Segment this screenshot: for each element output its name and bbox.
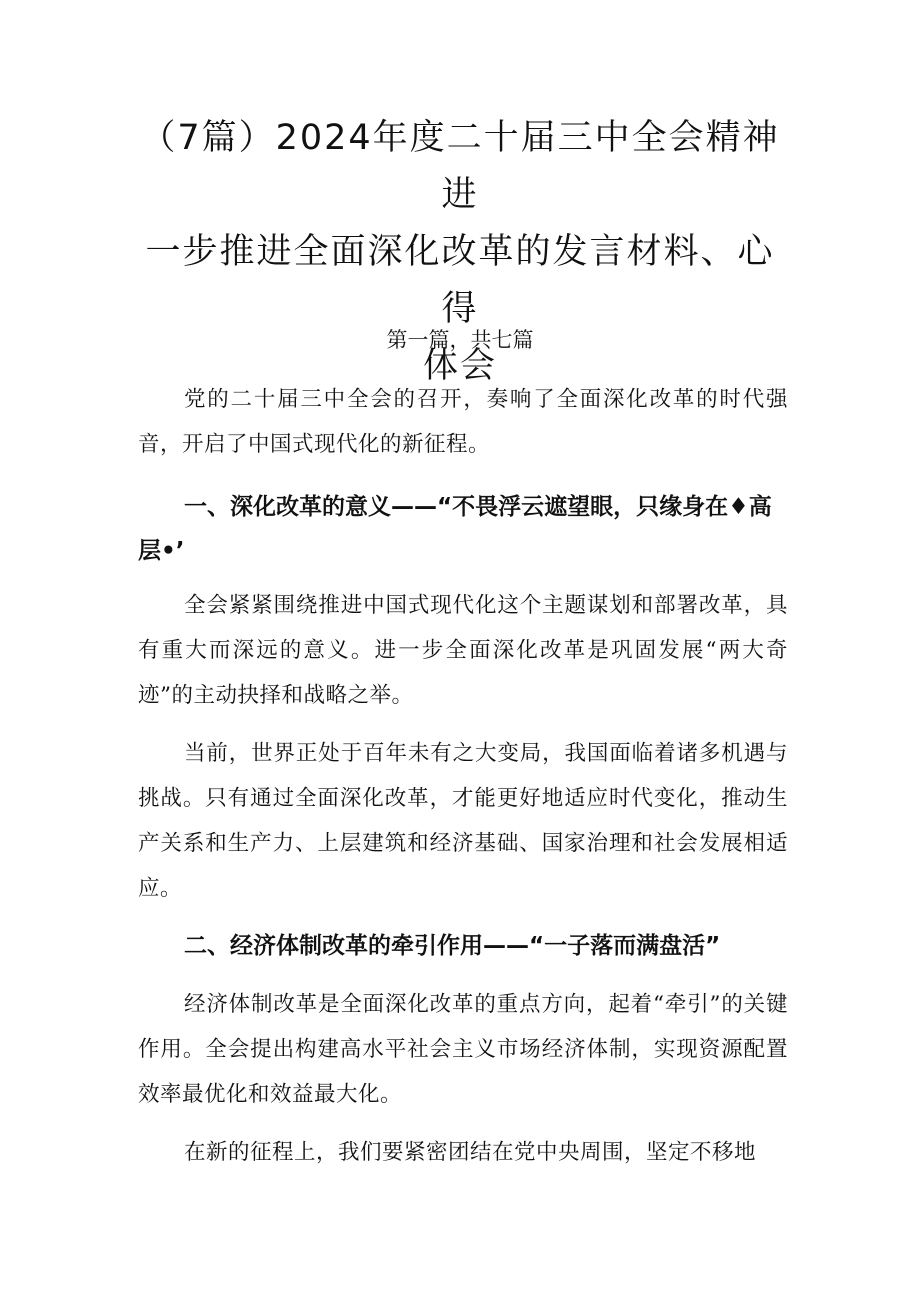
section-2-paragraph-1: 经济体制改革是全面深化改革的重点方向，起着“牵引”的关键作用。全会提出构建高水平社会主义市场经济体制，实现资源配置效率最优化和效益最大化。 — [138, 992, 788, 1107]
section-1-paragraph-1: 全会紧紧围绕推进中国式现代化这个主题谋划和部署改革，具有重大而深远的意义。进一步全面深化改革是巩固发展“两大奇迹”的主动抉择和战略之举。 — [138, 593, 788, 708]
title-line: 一步推进全面深化改革的发言材料、心得 — [145, 232, 775, 329]
section-2-paragraph-2: 在新的征程上，我们要紧密团结在党中央周围，坚定不移地 — [184, 1140, 757, 1165]
section-1-heading: 一、深化改革的意义——“不畏浮云遮望眼，只缘身在♦高层•’ — [138, 494, 772, 564]
intro-paragraph: 党的二十届三中全会的召开，奏响了全面深化改革的时代强音，开启了中国式现代化的新征程。 — [138, 387, 788, 457]
title-line: （7篇）2024年度二十届三中全会精神进 — [140, 118, 780, 215]
document-subtitle: 第一篇，共七篇 — [386, 328, 534, 352]
section-1-paragraph-2: 当前，世界正处于百年未有之大变局，我国面临着诸多机遇与挑战。只有通过全面深化改革，才能更好地适应时代变化，推动生产关系和生产力、上层建筑和经济基础、国家治理和社会发展相适应。 — [138, 741, 788, 901]
title-line: 体会 — [422, 346, 497, 386]
section-2-heading: 二、经济体制改革的牵引作用——“一子落而满盘活” — [184, 933, 721, 959]
